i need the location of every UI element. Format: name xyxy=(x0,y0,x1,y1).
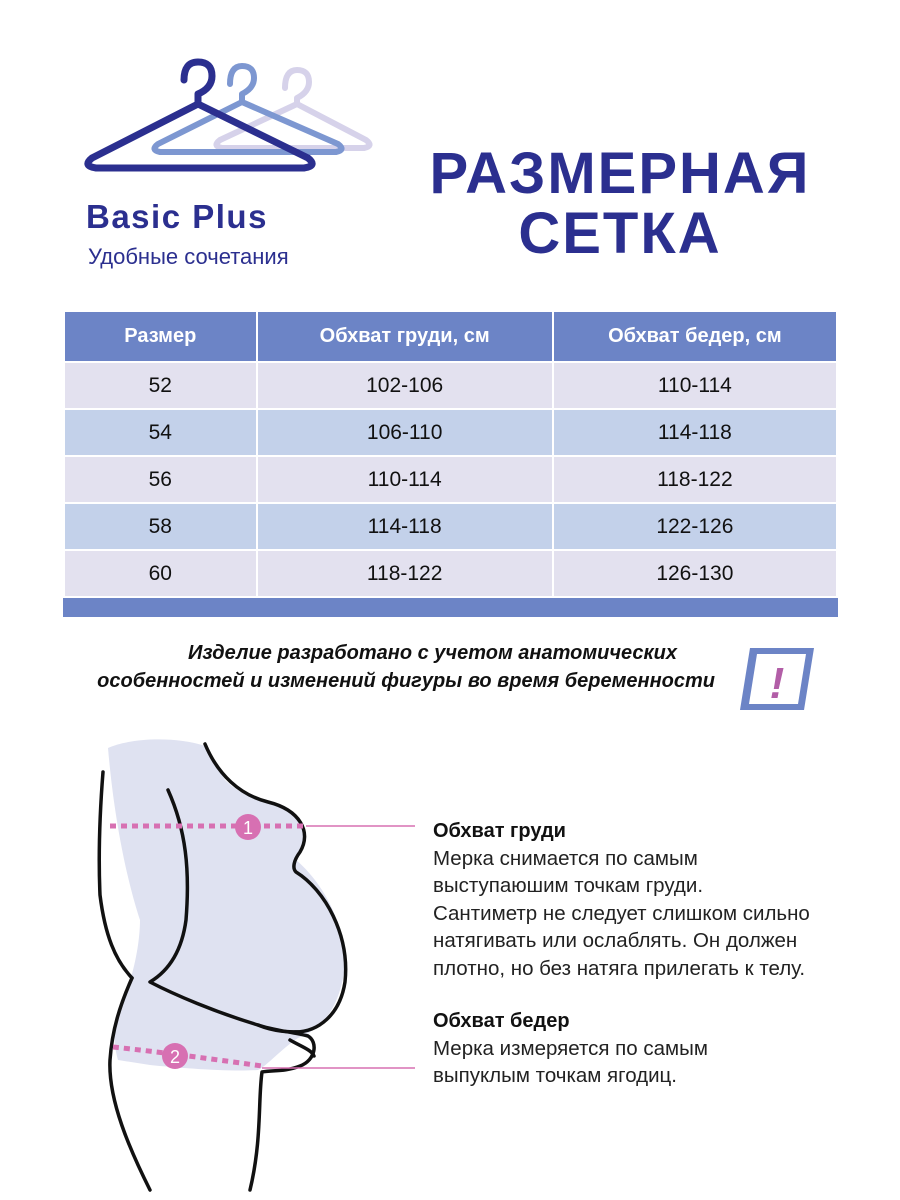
column-header-size: Размер xyxy=(64,311,257,362)
cell-size: 56 xyxy=(64,456,257,503)
chest-title: Обхват груди xyxy=(433,820,566,842)
cell-size: 52 xyxy=(64,362,257,409)
brand-name: Basic Plus xyxy=(86,198,268,235)
chest-line: Мерка снимается по самым xyxy=(433,847,698,870)
table-footer-bar xyxy=(63,598,838,617)
pregnant-figure-illustration xyxy=(0,720,430,1200)
cell-hips: 118-122 xyxy=(553,456,837,503)
cell-hips: 122-126 xyxy=(553,503,837,550)
marker-1: 1 xyxy=(242,818,254,838)
column-header-hips: Обхват бедер, см xyxy=(553,311,837,362)
notice-line-1: Изделие разработано с учетом анатомических xyxy=(187,642,677,664)
table-row xyxy=(64,550,837,597)
hips-description xyxy=(433,1035,873,1090)
table-row xyxy=(64,409,837,456)
chest-line: Сантиметр не следует слишком сильно xyxy=(433,901,810,925)
column-header-chest: Обхват груди, см xyxy=(257,311,553,362)
cell-chest: 102-106 xyxy=(257,362,553,409)
hips-title: Обхват бедер xyxy=(433,1010,570,1032)
chest-line: натягивать или ослаблять. Он должен xyxy=(433,929,798,953)
cell-hips: 126-130 xyxy=(553,550,837,597)
cell-chest: 106-110 xyxy=(257,409,553,456)
hanger-icon xyxy=(80,58,380,183)
size-table xyxy=(63,310,838,598)
brand-tagline: Удобные сочетания xyxy=(88,244,289,269)
cell-size: 58 xyxy=(64,503,257,550)
cell-chest: 114-118 xyxy=(257,503,553,550)
cell-hips: 114-118 xyxy=(553,409,837,456)
table-row xyxy=(64,362,837,409)
cell-size: 60 xyxy=(64,550,257,597)
hips-line: Мерка измеряется по самым xyxy=(433,1037,708,1060)
table-header-row xyxy=(64,311,837,362)
svg-text:!: ! xyxy=(769,659,785,708)
cell-chest: 110-114 xyxy=(257,456,553,503)
marker-2: 2 xyxy=(169,1047,181,1067)
notice-line-2: особенностей и изменений фигуры во время беременности xyxy=(97,670,715,692)
hips-line: выпуклым точкам ягодиц. xyxy=(433,1064,677,1088)
cell-chest: 118-122 xyxy=(257,550,553,597)
chest-line: плотно, но без натяга прилегать к телу. xyxy=(433,956,806,980)
table-row xyxy=(64,456,837,503)
page-title-line-2: СЕТКА xyxy=(518,201,722,266)
table-row xyxy=(64,503,837,550)
page-title-line-1: РАЗМЕРНАЯ xyxy=(429,141,811,206)
cell-hips: 110-114 xyxy=(553,362,837,409)
exclamation-icon xyxy=(740,646,814,712)
chest-description xyxy=(433,845,873,982)
cell-size: 54 xyxy=(64,409,257,456)
chest-line: выступаюшим точкам груди. xyxy=(433,874,704,898)
